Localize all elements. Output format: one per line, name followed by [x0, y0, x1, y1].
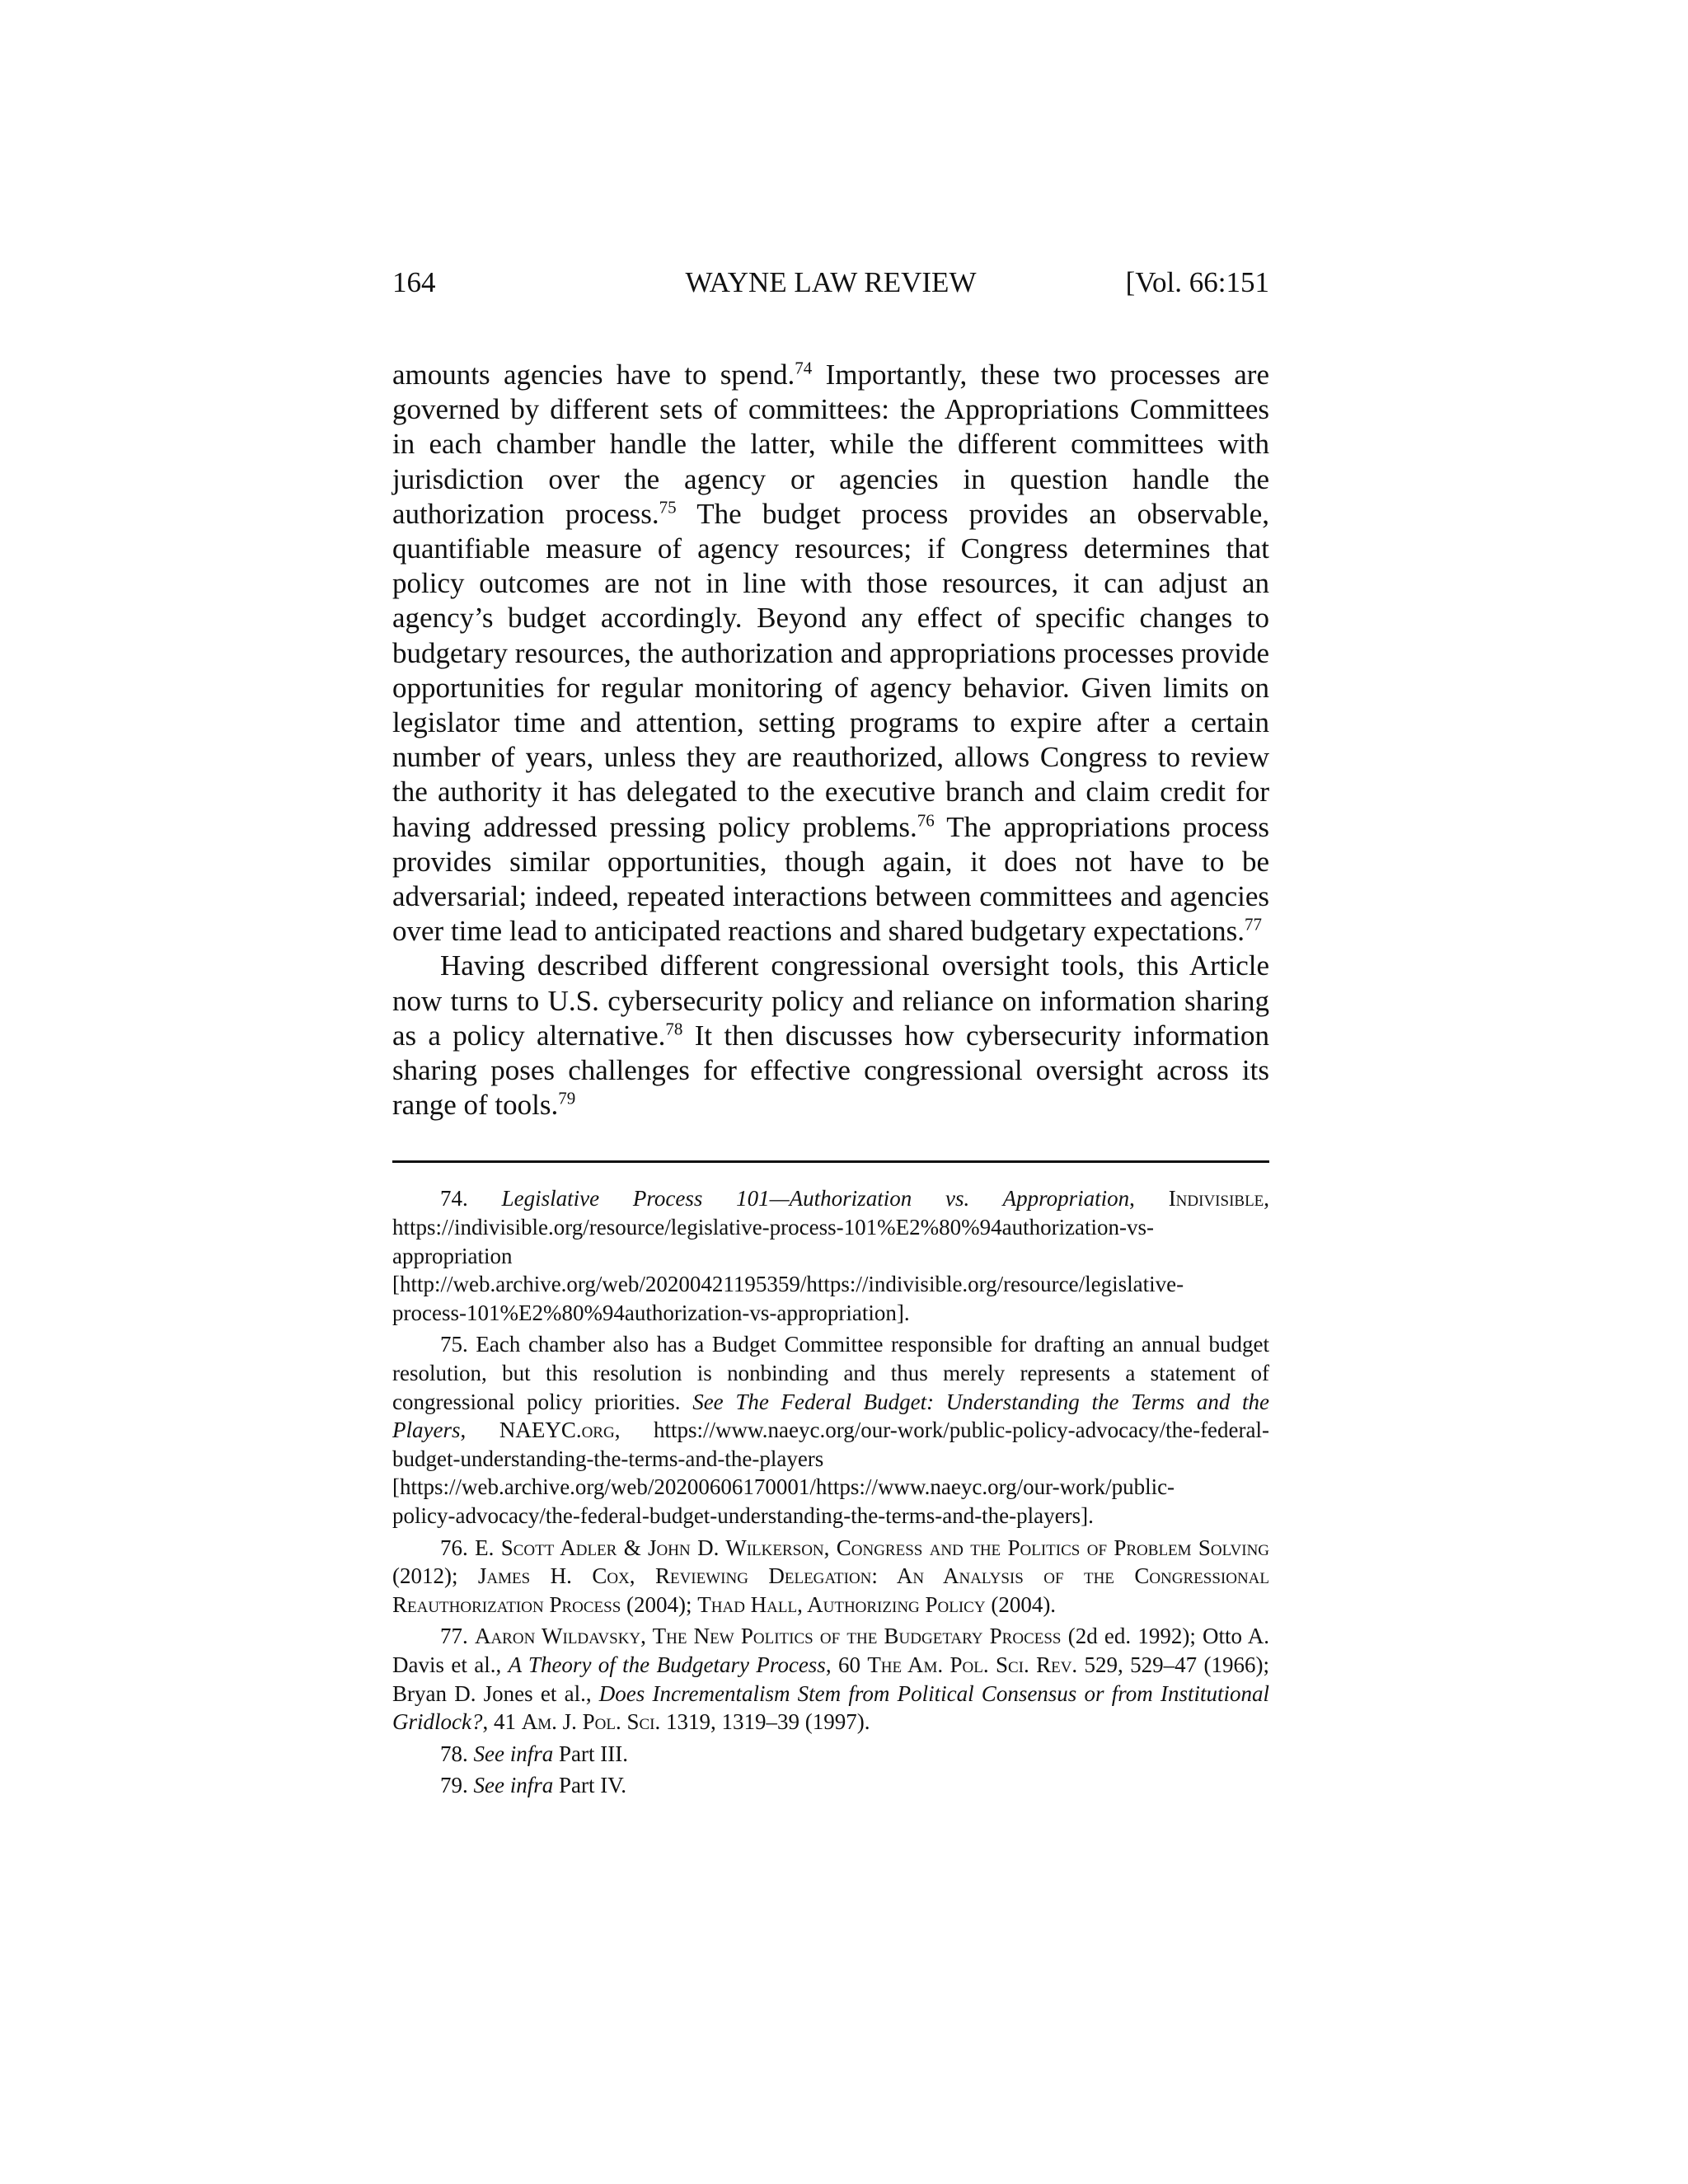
text-run: , — [1129, 1186, 1169, 1212]
footnote-ref-74[interactable]: 74 — [795, 358, 813, 378]
footnote-ref-78[interactable]: 78 — [665, 1019, 683, 1039]
citation-book: Aaron Wildavsky, The New Politics of the Budgetary Process — [474, 1624, 1062, 1649]
main-text — [392, 358, 1269, 1122]
footnote-78 — [392, 1740, 1269, 1769]
citation-title: See The Federal Budget: Understanding the Terms and the Players — [392, 1389, 1269, 1443]
footnote-77 — [392, 1622, 1269, 1736]
footnote-divider — [392, 1160, 1269, 1163]
journal-title: WAYNE LAW REVIEW — [685, 266, 977, 298]
footnote-number: 74. — [440, 1186, 468, 1212]
footnote-number: 75. — [440, 1332, 468, 1357]
archive-link-line-2[interactable]: policy-advocacy/the-federal-budget-understanding-the-terms-and-the-players]. — [392, 1503, 1094, 1528]
citation-title: Does Incrementalism Stem from Political Consensus or from Institutional Gridlock? — [392, 1680, 1269, 1735]
citation-title: Legislative Process 101—Authorization vs. Appropriation — [501, 1186, 1130, 1212]
citation-source: Indivisible — [1168, 1186, 1264, 1212]
footnote-79 — [392, 1771, 1269, 1800]
paragraph-2 — [392, 949, 1269, 1122]
text-run: , 41 — [482, 1709, 522, 1735]
signal-see-infra: See infra — [473, 1741, 554, 1766]
text-run: (2d ed. 1992); Otto A. Davis et al., — [392, 1624, 1269, 1677]
citation-book: Thad Hall, Authorizing Policy — [697, 1591, 986, 1617]
page-number: 164 — [392, 266, 436, 298]
citation-url[interactable]: , https://indivisible.org/resource/legislative-process-101%E2%80%94authorization-vs-appropriation — [392, 1186, 1270, 1268]
text-run: Each chamber also has a Budget Committee responsible for drafting an annual budget resolution, but this resolution is nonbinding and thus merely represents a statement of congressional policy priorities. — [392, 1332, 1270, 1414]
footnote-number: 79. — [440, 1773, 468, 1798]
footnote-ref-77[interactable]: 77 — [1245, 914, 1263, 935]
paragraph-1 — [392, 358, 1269, 949]
footnote-75 — [392, 1330, 1269, 1530]
archive-link-line-1[interactable]: [http://web.archive.org/web/20200421195359/https://indivisible.org/resource/legislative- — [392, 1272, 1184, 1297]
text-run: amounts agencies have to spend. — [392, 359, 795, 391]
text-run: org — [581, 1418, 615, 1443]
footnote-74 — [392, 1184, 1269, 1327]
running-head — [392, 262, 1269, 303]
footnote-number: 76. — [440, 1535, 468, 1560]
footnote-number: 77. — [440, 1624, 468, 1649]
citation-journal: Am. J. Pol. Sci. — [521, 1709, 661, 1735]
citation-title: A Theory of the Budgetary Process — [508, 1652, 826, 1677]
volume-citation: [Vol. 66:151 — [1125, 266, 1269, 298]
text-run: 1319, 1319–39 (1997). — [660, 1709, 870, 1735]
text-run: (2004). — [985, 1591, 1057, 1617]
text-run: (2004); — [621, 1591, 698, 1617]
text-run: Having described different congressional oversight tools, this Article now turns to U.S. cybersecurity policy and reliance on information sharing as a policy alternative. — [392, 949, 1269, 1052]
footnote-number: 78. — [440, 1741, 468, 1766]
citation-journal: The Am. Pol. Sci. Rev. — [867, 1652, 1078, 1677]
text-run: , NAEYC. — [460, 1418, 582, 1443]
signal-see-infra: See infra — [473, 1773, 554, 1798]
text-run: 529, 529–47 (1966); Bryan D. Jones et al., — [392, 1652, 1270, 1706]
footnote-ref-76[interactable]: 76 — [917, 809, 935, 830]
footnote-ref-79[interactable]: 79 — [558, 1088, 576, 1108]
text-run: Importantly, these two processes are governed by different sets of committees: the Appropriations Committees in each chamber handle the latter, while the different committees with jurisdiction over the agency or agencies in question handle the authorization process. — [392, 359, 1269, 530]
text-run: , 60 — [825, 1652, 868, 1677]
text-run: It then discusses how cybersecurity information sharing poses challenges for effective congressional oversight across its range of tools. — [392, 1019, 1269, 1122]
text-run: The appropriations process provides similar opportunities, though again, it does not have to be adversarial; indeed, repeated interactions between committees and agencies over time lead to anticipated reactions and shared budgetary expectations. — [392, 810, 1270, 948]
footnote-ref-75[interactable]: 75 — [659, 497, 677, 518]
citation-url[interactable]: , https://www.naeyc.org/our-work/public-policy-advocacy/the-federal-budget-understanding-the-terms-and-the-players — [392, 1418, 1269, 1471]
archive-link-line-2[interactable]: process-101%E2%80%94authorization-vs-appropriation]. — [392, 1300, 910, 1325]
text-run: The budget process provides an observable, quantifiable measure of agency resources; if Congress determines that policy outcomes are not in line with those resources, it can adjust an agency’s budget accordingly. Beyond any effect of specific changes to budgetary resources, the authorization and appropriations processes provide opportunities for regular monitoring of agency behavior. Given limits on legislator time and attention, setting programs to expire after a certain number of years, unless they are reauthorized, allows Congress to review the authority it has delegated to the executive branch and claim credit for having addressed pressing policy problems. — [392, 497, 1270, 843]
text-run: (2012); — [392, 1563, 478, 1589]
footnotes — [392, 1184, 1269, 1799]
citation-book: James H. Cox, Reviewing Delegation: An Analysis of the Congressional Reauthorization Process — [392, 1563, 1270, 1617]
text-run: Part III. — [553, 1741, 628, 1766]
page — [392, 262, 1269, 1803]
footnote-76 — [392, 1534, 1269, 1619]
archive-link-line-1[interactable]: [https://web.archive.org/web/20200606170001/https://www.naeyc.org/our-work/public- — [392, 1474, 1175, 1500]
text-run: Part IV. — [553, 1773, 626, 1798]
citation-book: E. Scott Adler & John D. Wilkerson, Congress and the Politics of Problem Solving — [475, 1535, 1270, 1560]
